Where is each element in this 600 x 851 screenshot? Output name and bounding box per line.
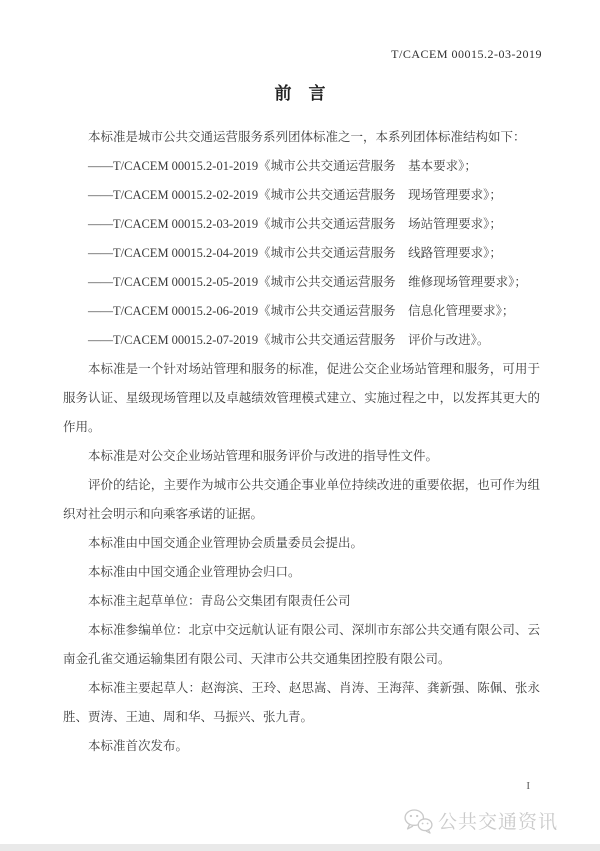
wechat-icon [403,808,433,834]
list-item: ——T/CACEM 00015.2-06-2019《城市公共交通运营服务 信息化管理要求》； [88,304,515,318]
page-edge-strip [0,844,600,851]
paragraph: 本标准参编单位：北京中交远航认证有限公司、深圳市东部公共交通有限公司、云南金孔雀交通运输集团有限公司、天津市公共交通集团控股有限公司。 [63,623,540,666]
paragraph: 本标准是城市公共交通运营服务系列团体标准之一，本系列团体标准结构如下： [88,130,526,144]
paragraph: 本标准由中国交通企业管理协会归口。 [88,565,301,579]
paragraph: 本标准主起草单位：青岛公交集团有限责任公司 [88,594,351,608]
page-number: I [526,780,530,792]
page-title: 前 言 [274,84,326,103]
paragraph: 评价的结论，主要作为城市公共交通企事业单位持续改进的重要依据，也可作为组织对社会明示和向乘客承诺的证据。 [63,478,540,521]
paragraph: 本标准主要起草人：赵海滨、王玲、赵思嵩、肖涛、王海萍、龚新强、陈佩、张永胜、贾涛、王迪、周和华、马振兴、张九青。 [63,681,540,724]
list-item: ——T/CACEM 00015.2-05-2019《城市公共交通运营服务 维修现场管理要求》； [88,275,527,289]
document-body [63,123,540,761]
watermark-text: 公共交通资讯 [437,812,558,833]
list-item: ——T/CACEM 00015.2-01-2019《城市公共交通运营服务 基本要求》； [88,159,477,173]
watermark [403,807,558,834]
doc-number: T/CACEM 00015.2-03-2019 [391,47,542,61]
list-item: ——T/CACEM 00015.2-03-2019《城市公共交通运营服务 场站管理要求》； [88,217,502,231]
paragraph: 本标准由中国交通企业管理协会质量委员会提出。 [88,536,364,550]
list-item: ——T/CACEM 00015.2-02-2019《城市公共交通运营服务 现场管理要求》； [88,188,502,202]
paragraph: 本标准是一个针对场站管理和服务的标准，促进公交企业场站管理和服务，可用于服务认证、星级现场管理以及卓越绩效管理模式建立、实施过程之中，以发挥其更大的作用。 [63,362,540,434]
paragraph: 本标准首次发布。 [88,739,189,753]
paragraph: 本标准是对公交企业场站管理和服务评价与改进的指导性文件。 [88,449,439,463]
list-item: ——T/CACEM 00015.2-07-2019《城市公共交通运营服务 评价与改进》。 [88,333,490,347]
list-item: ——T/CACEM 00015.2-04-2019《城市公共交通运营服务 线路管理要求》； [88,246,502,260]
